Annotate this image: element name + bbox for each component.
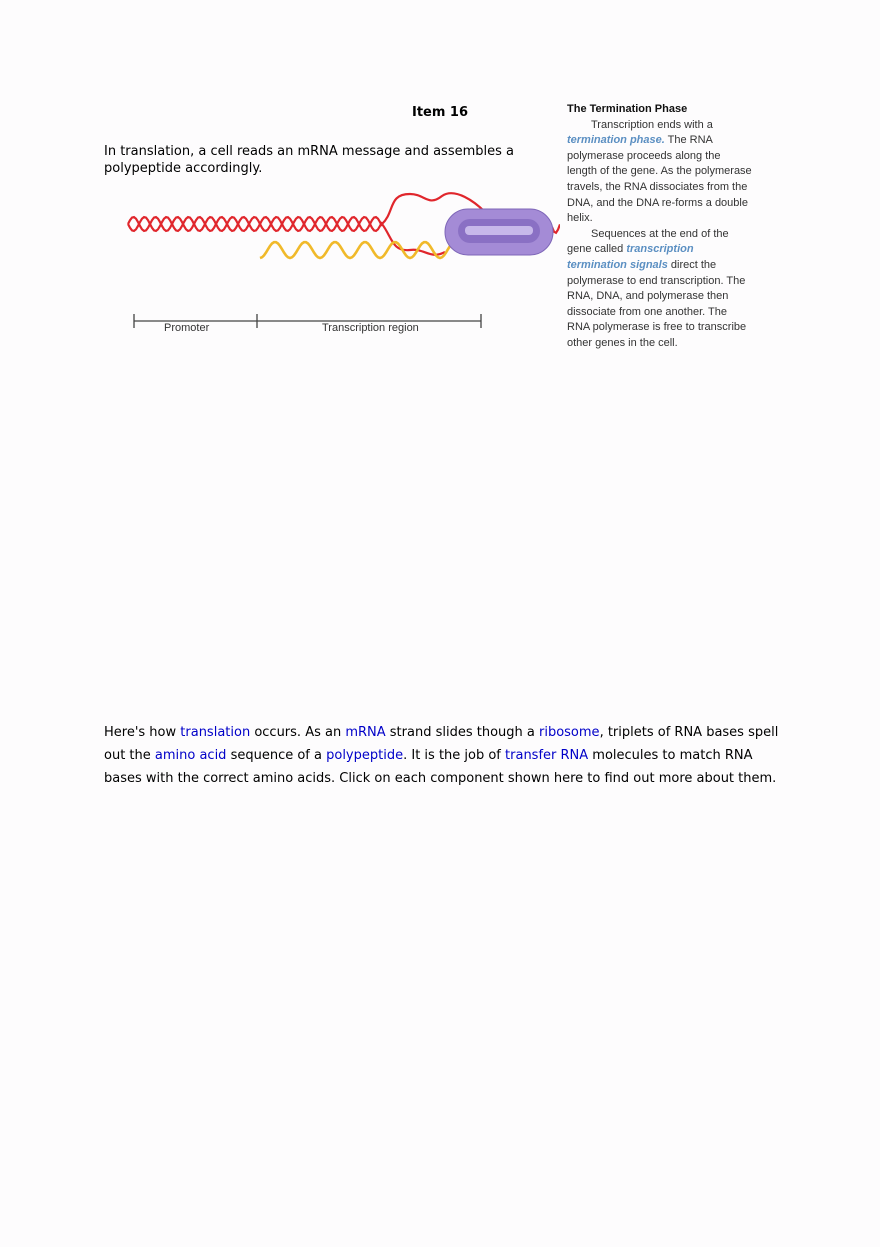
text: Transcription ends with a	[591, 118, 713, 131]
text: direct the polymerase to end transcription. The RNA, DNA, and polymerase then dissociate from one another. The RNA polymerase is free to transcribe other genes in the cell.	[567, 258, 747, 349]
text: . It is the job of	[403, 748, 506, 763]
rna-strand	[260, 242, 460, 258]
promoter-label: Promoter	[164, 322, 210, 334]
rna-polymerase	[445, 209, 553, 255]
link-translation[interactable]: translation	[180, 725, 251, 740]
text: occurs. As an	[250, 725, 346, 740]
term-transcription-termination-signals: transcription termination signals	[567, 243, 694, 271]
link-transfer-rna[interactable]: transfer RNA	[505, 748, 589, 763]
text: The RNA polymerase proceeds along the length of the gene. As the polymerase travels, the RNA dissociates from the DNA, and the DNA re-forms a double helix.	[567, 134, 752, 225]
text: sequence of a	[226, 748, 327, 763]
sidebar-paragraph-2	[567, 227, 752, 352]
coding-strand	[382, 224, 445, 255]
page-title: Item 16	[411, 105, 469, 120]
text: strand slides though a	[385, 725, 539, 740]
term-termination-phase: termination phase.	[567, 134, 665, 147]
text: Here's how	[104, 725, 181, 740]
termination-phase-sidebar	[567, 102, 752, 352]
link-mrna[interactable]: mRNA	[345, 725, 386, 740]
sidebar-paragraph-1	[567, 118, 752, 227]
translation-paragraph	[104, 721, 784, 790]
text: , triplets of RNA bases spell out the	[104, 725, 779, 763]
transcription-figure	[120, 182, 560, 354]
sidebar-heading: The Termination Phase	[567, 103, 688, 115]
link-ribosome[interactable]: ribosome	[539, 725, 600, 740]
link-amino-acid[interactable]: amino acid	[154, 748, 227, 763]
text: Sequences at the end of the gene called	[567, 227, 729, 256]
text: molecules to match RNA bases with the correct amino acids. Click on each component shown here to find out more about them.	[104, 748, 777, 786]
transcription-region-label: Transcription region	[322, 322, 419, 334]
intro-text: In translation, a cell reads an mRNA message and assembles a polypeptide accordingly.	[104, 144, 514, 176]
strand	[260, 242, 460, 258]
link-polypeptide[interactable]: polypeptide	[326, 748, 404, 763]
